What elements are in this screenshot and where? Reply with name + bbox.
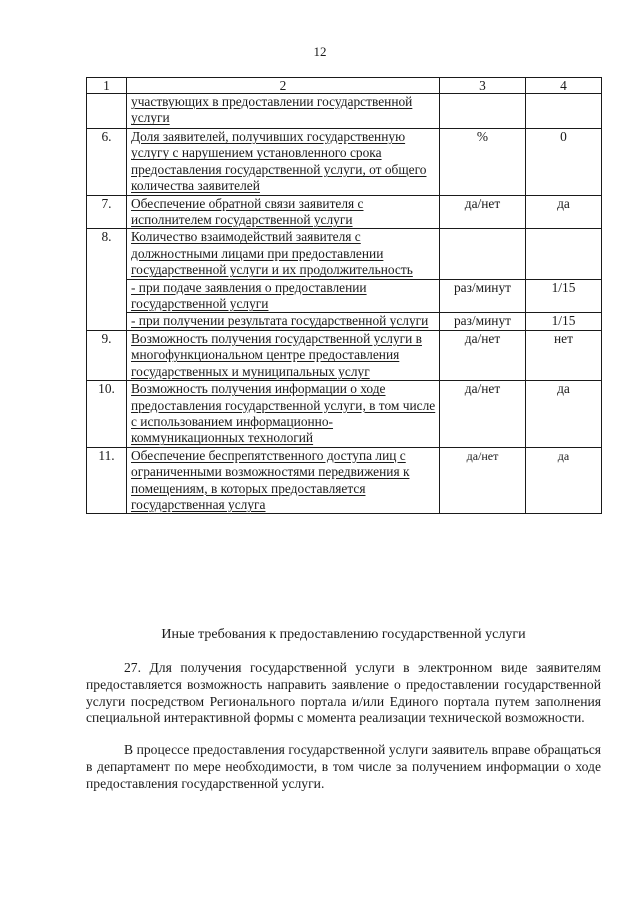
table-header-row — [87, 78, 602, 94]
row-number: 8. — [87, 229, 127, 279]
table-row — [87, 229, 602, 279]
row-unit: да/нет — [440, 195, 526, 229]
table-row — [87, 279, 602, 313]
paragraph: В процессе предоставления государственной услуги заявитель вправе обращаться в департамент по мере необходимости, в том числе за получением информации о ходе предоставления государственной услуги. — [86, 742, 601, 791]
row-number — [87, 279, 127, 313]
row-unit — [440, 229, 526, 279]
row-number: 9. — [87, 330, 127, 380]
row-value: да — [526, 381, 602, 448]
row-text: Обеспечение обратной связи заявителя с исполнителем государственной услуги — [127, 195, 440, 229]
row-number: 11. — [87, 447, 127, 514]
row-text: Возможность получения государственной услуги в многофункциональном центре предоставления государственных и муниципальных услуг — [127, 330, 440, 380]
row-text: Доля заявителей, получивших государственную услугу с нарушением установленного срока предоставления государственной услуги, от общего количества заявителей — [127, 129, 440, 196]
table-row — [87, 330, 602, 380]
row-unit: да/нет — [440, 381, 526, 448]
row-number — [87, 94, 127, 129]
page-number: 12 — [313, 44, 327, 59]
table-row — [87, 195, 602, 229]
row-value — [526, 94, 602, 129]
row-unit: % — [440, 129, 526, 196]
row-unit: раз/минут — [440, 313, 526, 330]
row-text: Возможность получения информации о ходе предоставления государственной услуги, в том числе с использованием информационно-коммуникационных технологий — [127, 381, 440, 448]
row-value: да — [526, 447, 602, 514]
row-number — [87, 313, 127, 330]
row-text: Обеспечение беспрепятственного доступа лиц с ограниченными возможностями передвижения к помещениям, в которых предоставляется государственная услуга — [127, 447, 440, 514]
row-number: 6. — [87, 129, 127, 196]
row-value: 0 — [526, 129, 602, 196]
row-unit: раз/минут — [440, 279, 526, 313]
table-row — [87, 129, 602, 196]
header-cell: 2 — [127, 78, 440, 94]
table-row — [87, 94, 602, 129]
section-heading: Иные требования к предоставлению государственной услуги — [161, 627, 526, 642]
header-cell: 4 — [526, 78, 602, 94]
row-text: - при получении результата государственной услуги — [127, 313, 440, 330]
paragraph: 27. Для получения государственной услуги в электронном виде заявителям предоставляется возможность направить заявление о предоставлении государственной услуги посредством Регионального портала и/или Единого портала путем заполнения специальной интерактивной формы с момента реализации технической возможности. — [86, 660, 601, 726]
row-value: да — [526, 195, 602, 229]
table-row — [87, 447, 602, 514]
row-text: - при подаче заявления о предоставлении государственной услуги — [127, 279, 440, 313]
row-number: 7. — [87, 195, 127, 229]
row-value — [526, 229, 602, 279]
row-unit: да/нет — [440, 330, 526, 380]
indicators-table — [86, 77, 602, 514]
row-value: 1/15 — [526, 279, 602, 313]
row-text: Количество взаимодействий заявителя с должностными лицами при предоставлении государственной услуги и их продолжительность — [127, 229, 440, 279]
row-value: 1/15 — [526, 313, 602, 330]
row-value: нет — [526, 330, 602, 380]
header-cell: 1 — [87, 78, 127, 94]
row-text: участвующих в предоставлении государственной услуги — [127, 94, 440, 129]
header-cell: 3 — [440, 78, 526, 94]
row-number: 10. — [87, 381, 127, 448]
table-row — [87, 381, 602, 448]
row-unit: да/нет — [440, 447, 526, 514]
row-unit — [440, 94, 526, 129]
table-row — [87, 313, 602, 330]
